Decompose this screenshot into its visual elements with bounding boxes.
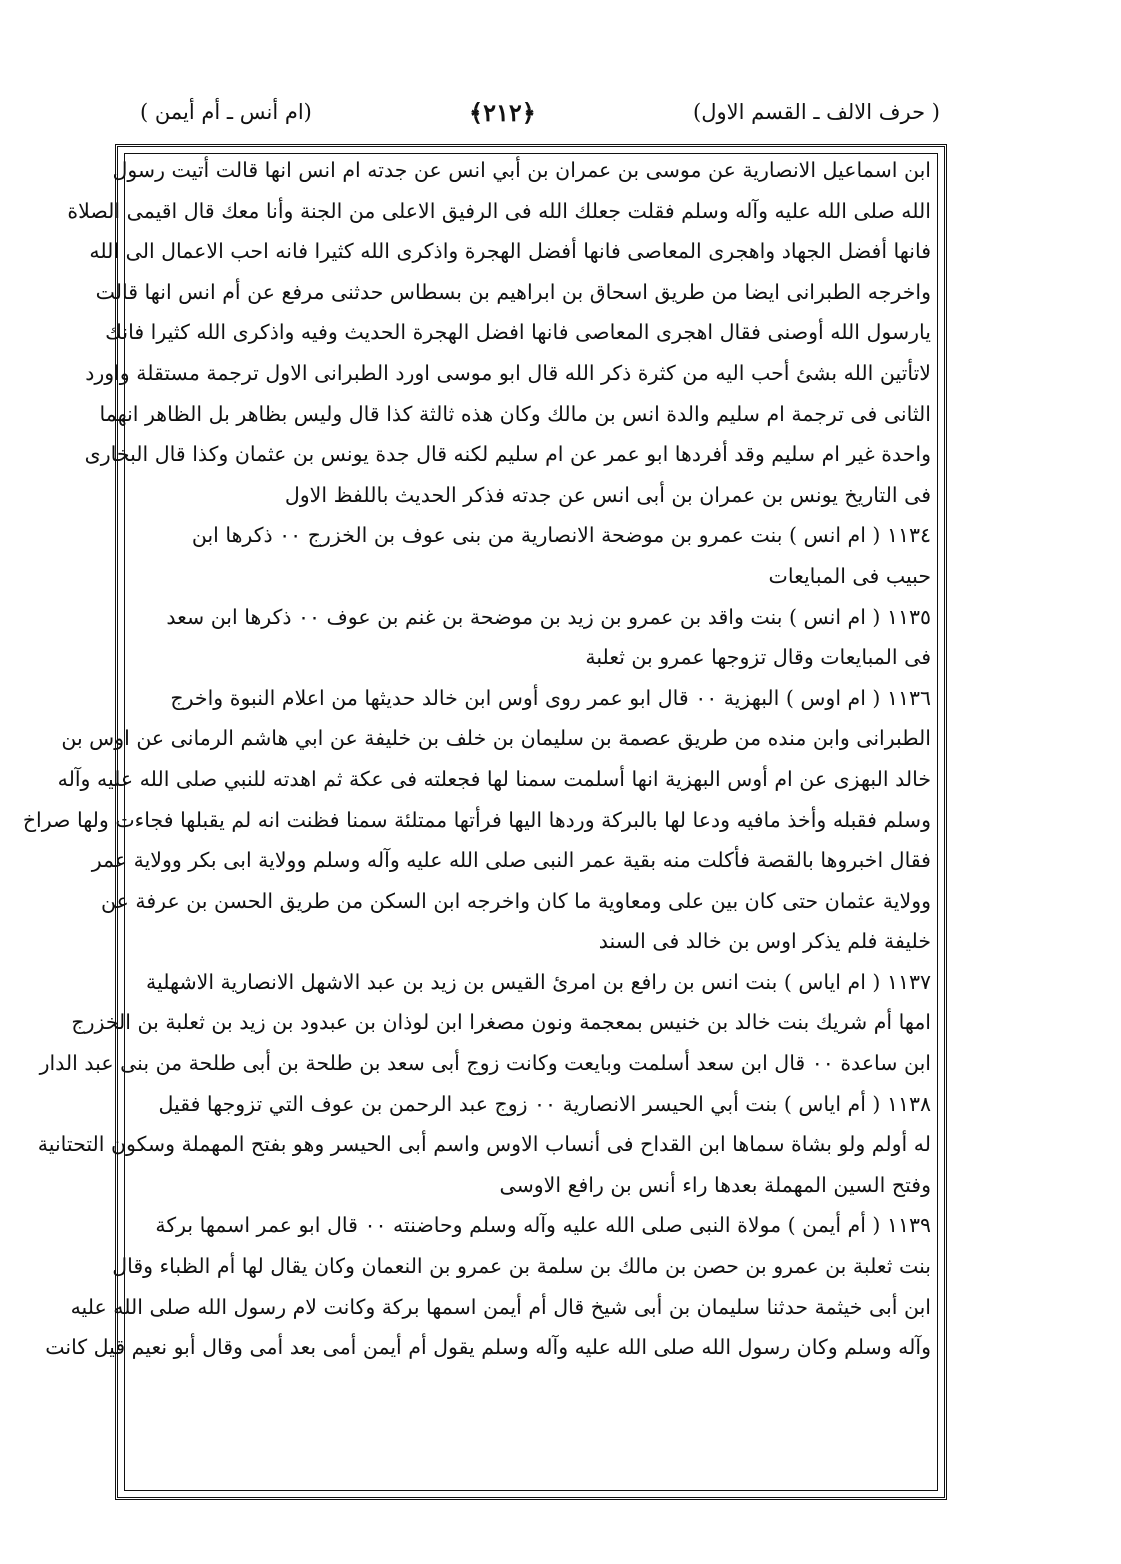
text-line: فقال اخبروها بالقصة فأكلت منه بقية عمر النبى صلى الله عليه وآله وسلم وولاية ابى بكر وولاية عمر (91, 848, 931, 873)
text-line: فانها أفضل الجهاد واهجرى المعاصى فانها أفضل الهجرة واذكرى الله كثيرا فانه احب الاعمال الى الله (89, 239, 931, 264)
text-line: الطبرانى وابن منده من طريق عصمة بن سليمان بن خلف بن خليفة عن ابي هاشم الرمانى عن اوس بن (61, 726, 931, 751)
body-text (22, 150, 931, 1485)
text-line: حبيب فى المبايعات (768, 563, 931, 588)
text-line: وسلم فقبله وأخذ مافيه ودعا لها بالبركة وردها اليها فرأتها ممتلئة سمنا فظنت انه لم يقبلها فجاءت ولها صراخ (22, 807, 931, 832)
text-line: وولاية عثمان حتى كان بين على ومعاوية ما كان واخرجه ابن السكن من طريق الحسن بن عرفة عن (100, 888, 931, 913)
text-line: وآله وسلم وكان رسول الله صلى الله عليه وآله وسلم يقول أم أيمن أمى بعد أمى وقال أبو نعيم قيل كانت (45, 1335, 931, 1360)
entry-1136-line: ١١٣٦ ( ام اوس ) البهزية ٠٠ قال ابو عمر روى أوس ابن خالد حديثها من اعلام النبوة واخرج (170, 685, 931, 710)
text-line: امها أم شريك بنت خالد بن خنيس بمعجمة ونون مصغرا ابن لوذان بن عبدود بن زيد بن ثعلبة بن الخزرج (71, 1010, 931, 1035)
header-entry-range: (ام أنس ـ أم أيمن ) (140, 100, 312, 124)
text-line: الله صلى الله عليه وآله وسلم فقلت جعلك الله فى الرفيق الاعلى من الجنة وأنا معك قال اقيمى الصلاة (67, 198, 931, 223)
text-line: ابن اسماعيل الانصارية عن موسى بن عمران بن أبي انس عن جدته ام انس انها قالت أتيت رسول (112, 158, 931, 182)
text-line: الثانى فى ترجمة ام سليم والدة انس بن مالك وكان هذه ثالثة كذا قال وليس بظاهر بل الظاهر انهما (99, 401, 931, 426)
text-line: فى التاريخ يونس بن عمران بن أبى انس عن جدته فذكر الحديث باللفظ الاول (284, 482, 931, 507)
page-header (140, 92, 940, 132)
header-section-label: ( حرف الالف ـ القسم الاول) (693, 100, 940, 124)
text-line: خالد البهزى عن ام أوس البهزية انها أسلمت سمنا لها فجعلته فى عكة ثم اهدته للنبي صلى الله عليه وآله (57, 766, 931, 791)
text-line: واحدة غير ام سليم وقد أفردها ابو عمر عن ام سليم لكنه قال جدة يونس بن عثمان وكذا قال البخارى (84, 442, 931, 467)
entry-1139-line: ١١٣٩ ( أم أيمن ) مولاة النبى صلى الله عليه وآله وسلم وحاضنته ٠٠ قال ابو عمر اسمها بركة (155, 1213, 931, 1238)
text-line: وفتح السين المهملة بعدها راء أنس بن رافع الاوسى (499, 1172, 931, 1197)
entry-1134-line: ١١٣٤ ( ام انس ) بنت عمرو بن موضحة الانصارية من بنى عوف بن الخزرج ٠٠ ذكرها ابن (191, 523, 931, 548)
text-line: فى المبايعات وقال تزوجها عمرو بن ثعلبة (585, 645, 931, 670)
text-line: له أولم ولو بشاة سماها ابن القداح فى أنساب الاوس واسم أبى الحيسر وهو بفتح المهملة وسكون التحتانية (37, 1132, 931, 1157)
entry-1135-line: ١١٣٥ ( ام انس ) بنت واقد بن عمرو بن زيد بن موضحة بن غنم بن عوف ٠٠ ذكرها ابن سعد (166, 604, 931, 629)
text-line: يارسول الله أوصنى فقال اهجرى المعاصى فانها افضل الهجرة الحديث وفيه واذكرى الله كثيرا فانك (105, 320, 931, 345)
text-line: ابن ساعدة ٠٠ قال ابن سعد أسلمت وبايعت وكانت زوج أبى سعد بن طلحة بن أبى طلحة من بنى عبد الدار (39, 1051, 931, 1076)
text-line: خليفة فلم يذكر اوس بن خالد فى السند (598, 929, 931, 954)
text-line: واخرجه الطبرانى ايضا من طريق اسحاق بن ابراهيم بن بسطاس حدثنى مرفع عن أم انس انها قالت (95, 279, 931, 304)
entry-1138-line: ١١٣٨ ( أم اياس ) بنت أبي الحيسر الانصارية ٠٠ زوج عبد الرحمن بن عوف التي تزوجها فقيل (158, 1091, 931, 1116)
text-line: بنت ثعلبة بن عمرو بن حصن بن مالك بن سلمة بن عمرو بن النعمان وكان يقال لها أم الظباء وقال (112, 1254, 931, 1279)
text-line: لاتأتين الله بشئ أحب اليه من كثرة ذكر الله قال ابو موسى اورد الطبرانى الاول ترجمة مستقلة واورد (85, 360, 931, 385)
entry-1137-line: ١١٣٧ ( ام اياس ) بنت انس بن رافع بن امرئ القيس بن زيد بن عبد الاشهل الانصارية الاشهلية (146, 969, 931, 994)
page-number: ﴿٢١٢﴾ (469, 97, 536, 127)
text-line: ابن أبى خيثمة حدثنا سليمان بن أبى شيخ قال أم أيمن اسمها بركة وكانت لام رسول الله صلى الله عليه (70, 1294, 931, 1319)
